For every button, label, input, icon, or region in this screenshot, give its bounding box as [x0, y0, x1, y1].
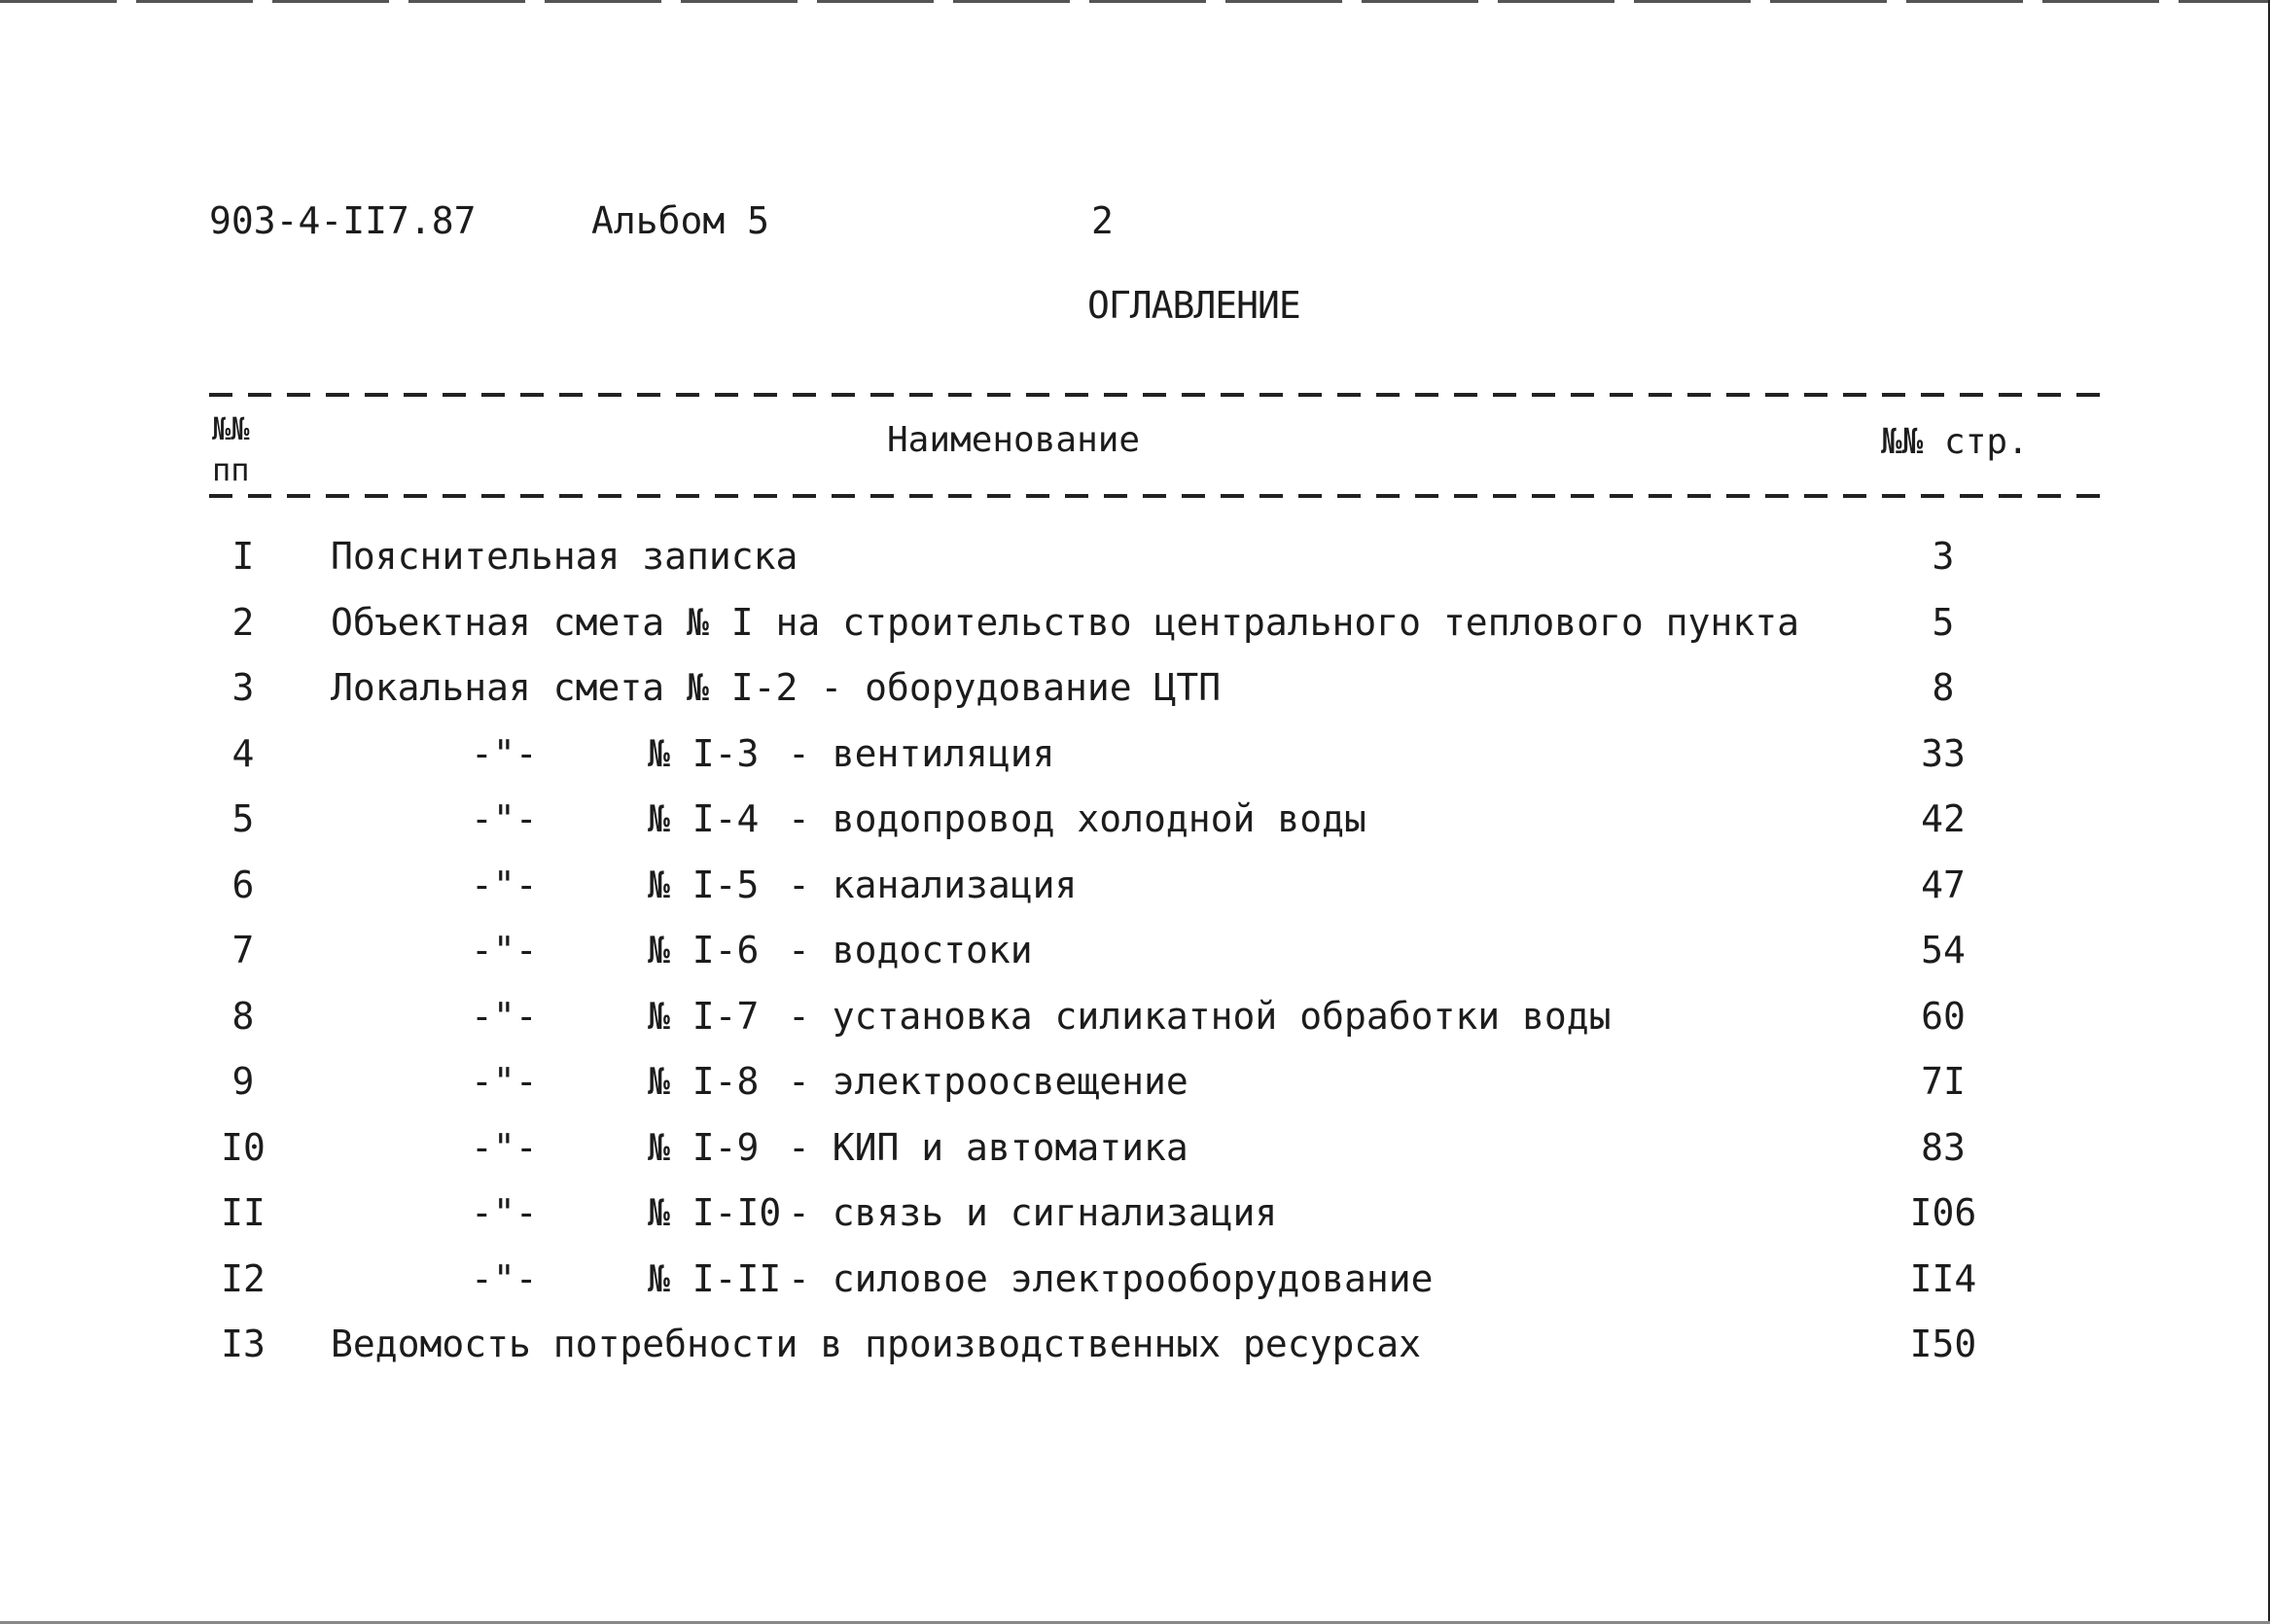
toc-row-description: - водостоки [788, 929, 1033, 971]
toc-row-page: I06 [1909, 1191, 1977, 1234]
column-header-page: №№ стр. [1881, 422, 2029, 462]
toc-row-number: 6 [231, 863, 255, 906]
toc-row-page: I50 [1909, 1323, 1977, 1365]
toc-row [0, 1323, 2270, 1381]
album-label: Альбом 5 [591, 199, 770, 242]
toc-row [0, 601, 2270, 659]
column-header-number [212, 408, 261, 490]
toc-row-number: I [231, 535, 255, 578]
toc-row-ditto: -"- [471, 731, 538, 775]
toc-row [0, 666, 2270, 724]
toc-row-number: 3 [231, 666, 255, 709]
toc-row [0, 1126, 2270, 1184]
toc-row-number: II [221, 1191, 266, 1234]
toc-row-number: 5 [231, 797, 255, 840]
toc-row-ditto: -"- [471, 994, 538, 1038]
toc-row [0, 995, 2270, 1053]
toc-row-number: I0 [221, 1125, 266, 1169]
toc-row [0, 1257, 2270, 1316]
document-code: 903-4-II7.87 [209, 199, 477, 242]
toc-row-title: Пояснительная записка [331, 535, 798, 578]
toc-row-description: - КИП и автоматика [788, 1125, 1188, 1169]
toc-row [0, 535, 2270, 593]
toc-row-number: 4 [231, 731, 255, 775]
toc-row [0, 797, 2270, 856]
toc-row-ditto: -"- [471, 1125, 538, 1169]
toc-title: ОГЛАВЛЕНИЕ [1087, 284, 1300, 327]
page-number: 2 [1091, 199, 1114, 242]
toc-row-description: - электроосвещение [788, 1060, 1188, 1103]
toc-row-description: - силовое электрооборудование [788, 1256, 1434, 1300]
toc-row-page: 60 [1921, 994, 1966, 1038]
toc-row-estimate-number: № I-I0 [648, 1191, 782, 1234]
toc-row-ditto: -"- [471, 1191, 538, 1234]
table-top-rule [209, 393, 2106, 397]
toc-row-page: II4 [1909, 1256, 1977, 1300]
toc-row-estimate-number: № I-8 [648, 1060, 760, 1103]
toc-row-number: I3 [221, 1323, 266, 1365]
toc-row-title: Объектная смета № I на строительство центрального теплового пункта [331, 600, 1799, 644]
toc-row-page: 83 [1921, 1125, 1966, 1169]
column-header-number-text: №№ пп [212, 410, 250, 488]
toc-row [0, 864, 2270, 922]
toc-row-estimate-number: № I-5 [648, 863, 760, 906]
toc-row [0, 1191, 2270, 1250]
toc-row-page: 8 [1932, 666, 1955, 709]
toc-row-estimate-number: № I-9 [648, 1125, 760, 1169]
toc-row-page: 54 [1921, 929, 1966, 971]
toc-row-number: 9 [231, 1060, 255, 1103]
toc-row-page: 42 [1921, 797, 1966, 840]
toc-row-page: 3 [1932, 535, 1955, 578]
toc-row-number: I2 [221, 1256, 266, 1300]
toc-row [0, 929, 2270, 987]
toc-row-ditto: -"- [471, 863, 538, 906]
toc-row-estimate-number: № I-6 [648, 929, 760, 971]
toc-row-description: - водопровод холодной воды [788, 797, 1366, 840]
toc-row-ditto: -"- [471, 929, 538, 971]
toc-row-ditto: -"- [471, 1060, 538, 1103]
column-header-name: Наименование [887, 420, 1141, 460]
toc-row-ditto: -"- [471, 797, 538, 840]
toc-row-page: 47 [1921, 863, 1966, 906]
toc-row-title: Ведомость потребности в производственных ресурсах [331, 1323, 1422, 1365]
toc-row-number: 2 [231, 600, 255, 644]
toc-row-estimate-number: № I-7 [648, 994, 760, 1038]
toc-row [0, 1060, 2270, 1118]
toc-row-estimate-number: № I-II [648, 1256, 782, 1300]
toc-row-estimate-number: № I-4 [648, 797, 760, 840]
toc-row-description: - канализация [788, 863, 1078, 906]
toc-row-description: - связь и сигнализация [788, 1191, 1278, 1234]
toc-row-estimate-number: № I-3 [648, 731, 760, 775]
toc-row-page: 5 [1932, 600, 1955, 644]
toc-row-page: 33 [1921, 731, 1966, 775]
toc-row-description: - вентиляция [788, 731, 1055, 775]
toc-row [0, 732, 2270, 791]
toc-row-ditto: -"- [471, 1256, 538, 1300]
toc-row-description: - установка силикатной обработки воды [788, 994, 1612, 1038]
toc-row-page: 7I [1921, 1060, 1966, 1103]
toc-row-number: 8 [231, 994, 255, 1038]
table-header-rule [209, 494, 2106, 498]
scan-top-edge [0, 0, 2270, 3]
toc-row-title: Локальная смета № I-2 - оборудование ЦТП [331, 666, 1222, 709]
toc-row-number: 7 [231, 929, 255, 971]
